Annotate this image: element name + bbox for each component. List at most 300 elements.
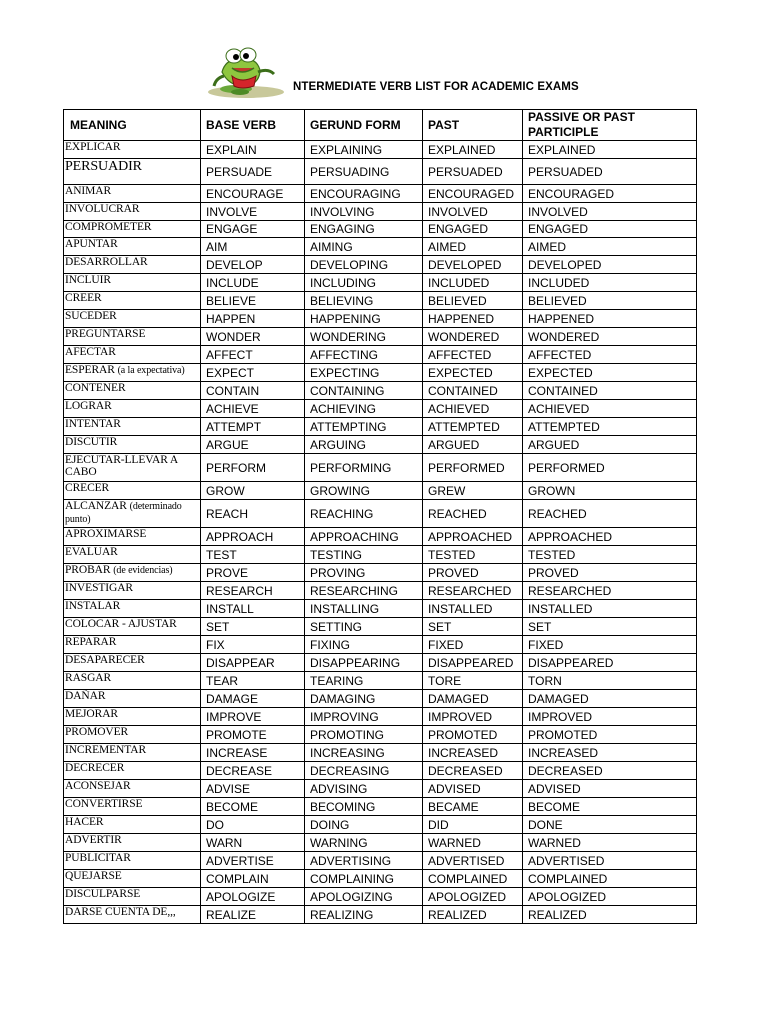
meaning-text: QUEJARSE bbox=[65, 870, 122, 882]
gerund-cell: ARGUING bbox=[305, 436, 423, 454]
past-cell: EXPLAINED bbox=[423, 141, 523, 159]
past-participle-cell: APOLOGIZED bbox=[523, 888, 697, 906]
base-verb-cell: CONTAIN bbox=[201, 382, 305, 400]
past-participle-cell: AIMED bbox=[523, 238, 697, 256]
column-header-meaning: MEANING bbox=[64, 110, 201, 141]
past-participle-cell: GROWN bbox=[523, 482, 697, 500]
table-row bbox=[64, 762, 697, 780]
base-verb-cell: HAPPEN bbox=[201, 310, 305, 328]
meaning-text: PREGUNTARSE bbox=[65, 328, 146, 340]
gerund-cell: INCLUDING bbox=[305, 274, 423, 292]
column-header-gerund-form: GERUND FORM bbox=[305, 110, 423, 141]
table-row bbox=[64, 600, 697, 618]
meaning-cell bbox=[64, 798, 201, 816]
base-verb-cell: DO bbox=[201, 816, 305, 834]
past-participle-cell: DISAPPEARED bbox=[523, 654, 697, 672]
meaning-text: DARSE CUENTA DE,,, bbox=[65, 906, 176, 918]
meaning-cell bbox=[64, 870, 201, 888]
past-cell: COMPLAINED bbox=[423, 870, 523, 888]
table-row bbox=[64, 870, 697, 888]
past-cell: REACHED bbox=[423, 500, 523, 528]
meaning-text: RASGAR bbox=[65, 672, 112, 684]
gerund-cell: REACHING bbox=[305, 500, 423, 528]
gerund-cell: APOLOGIZING bbox=[305, 888, 423, 906]
gerund-cell: INSTALLING bbox=[305, 600, 423, 618]
past-participle-cell: PERFORMED bbox=[523, 454, 697, 482]
base-verb-cell: PERSUADE bbox=[201, 159, 305, 185]
verb-table-body bbox=[64, 141, 697, 924]
past-cell: ATTEMPTED bbox=[423, 418, 523, 436]
gerund-cell: TEARING bbox=[305, 672, 423, 690]
base-verb-cell: ENCOURAGE bbox=[201, 185, 305, 203]
meaning-cell bbox=[64, 600, 201, 618]
meaning-text: DESARROLLAR bbox=[65, 256, 148, 268]
gerund-cell: ACHIEVING bbox=[305, 400, 423, 418]
gerund-cell: INCREASING bbox=[305, 744, 423, 762]
past-participle-cell: ENGAGED bbox=[523, 221, 697, 238]
base-verb-cell: REALIZE bbox=[201, 906, 305, 924]
meaning-cell bbox=[64, 906, 201, 924]
table-row bbox=[64, 744, 697, 762]
base-verb-cell: EXPLAIN bbox=[201, 141, 305, 159]
past-cell: INCLUDED bbox=[423, 274, 523, 292]
gerund-cell: ENGAGING bbox=[305, 221, 423, 238]
meaning-cell bbox=[64, 636, 201, 654]
meaning-text: INVOLUCRAR bbox=[65, 203, 140, 215]
gerund-cell: DEVELOPING bbox=[305, 256, 423, 274]
base-verb-cell: TEST bbox=[201, 546, 305, 564]
base-verb-cell: DEVELOP bbox=[201, 256, 305, 274]
base-verb-cell: FIX bbox=[201, 636, 305, 654]
past-participle-cell: HAPPENED bbox=[523, 310, 697, 328]
past-cell: PROVED bbox=[423, 564, 523, 582]
past-participle-cell: BELIEVED bbox=[523, 292, 697, 310]
meaning-cell bbox=[64, 292, 201, 310]
past-participle-cell: BECOME bbox=[523, 798, 697, 816]
past-cell: GREW bbox=[423, 482, 523, 500]
past-cell: IMPROVED bbox=[423, 708, 523, 726]
base-verb-cell: DISAPPEAR bbox=[201, 654, 305, 672]
base-verb-cell: APOLOGIZE bbox=[201, 888, 305, 906]
meaning-cell bbox=[64, 328, 201, 346]
meaning-text: INCREMENTAR bbox=[65, 744, 147, 756]
base-verb-cell: INCREASE bbox=[201, 744, 305, 762]
past-participle-cell: INCREASED bbox=[523, 744, 697, 762]
past-cell: WARNED bbox=[423, 834, 523, 852]
meaning-text: EXPLICAR bbox=[65, 141, 121, 153]
meaning-text: CREER bbox=[65, 292, 102, 304]
past-cell: PERSUADED bbox=[423, 159, 523, 185]
gerund-cell: ATTEMPTING bbox=[305, 418, 423, 436]
meaning-text: COMPROMETER bbox=[65, 221, 152, 233]
meaning-cell bbox=[64, 582, 201, 600]
table-row bbox=[64, 328, 697, 346]
table-row bbox=[64, 582, 697, 600]
meaning-text: DISCULPARSE bbox=[65, 888, 141, 900]
past-cell: AIMED bbox=[423, 238, 523, 256]
gerund-cell: HAPPENING bbox=[305, 310, 423, 328]
past-participle-cell: WONDERED bbox=[523, 328, 697, 346]
table-row bbox=[64, 888, 697, 906]
base-verb-cell: GROW bbox=[201, 482, 305, 500]
meaning-cell bbox=[64, 238, 201, 256]
meaning-note: (determinado punto) bbox=[65, 501, 182, 525]
meaning-cell bbox=[64, 436, 201, 454]
meaning-text: PERSUADIR bbox=[65, 159, 142, 174]
meaning-cell bbox=[64, 708, 201, 726]
past-cell: INSTALLED bbox=[423, 600, 523, 618]
meaning-cell bbox=[64, 482, 201, 500]
base-verb-cell: ACHIEVE bbox=[201, 400, 305, 418]
past-participle-cell: DEVELOPED bbox=[523, 256, 697, 274]
meaning-text: PROBAR bbox=[65, 564, 111, 576]
gerund-cell: INVOLVING bbox=[305, 203, 423, 221]
table-row bbox=[64, 834, 697, 852]
past-participle-cell: APPROACHED bbox=[523, 528, 697, 546]
meaning-text: ANIMAR bbox=[65, 185, 112, 197]
table-row bbox=[64, 906, 697, 924]
past-participle-cell: REALIZED bbox=[523, 906, 697, 924]
base-verb-cell: TEAR bbox=[201, 672, 305, 690]
table-row bbox=[64, 203, 697, 221]
gerund-cell: IMPROVING bbox=[305, 708, 423, 726]
meaning-text: AFECTAR bbox=[65, 346, 116, 358]
base-verb-cell: ATTEMPT bbox=[201, 418, 305, 436]
meaning-cell bbox=[64, 762, 201, 780]
meaning-cell bbox=[64, 744, 201, 762]
table-row bbox=[64, 238, 697, 256]
meaning-cell bbox=[64, 256, 201, 274]
base-verb-cell: AIM bbox=[201, 238, 305, 256]
table-row bbox=[64, 708, 697, 726]
past-participle-cell: DECREASED bbox=[523, 762, 697, 780]
past-participle-cell: EXPLAINED bbox=[523, 141, 697, 159]
past-cell: TORE bbox=[423, 672, 523, 690]
table-row bbox=[64, 346, 697, 364]
meaning-text: INTENTAR bbox=[65, 418, 121, 430]
table-row bbox=[64, 482, 697, 500]
past-participle-cell: IMPROVED bbox=[523, 708, 697, 726]
meaning-cell bbox=[64, 185, 201, 203]
base-verb-cell: ARGUE bbox=[201, 436, 305, 454]
meaning-text: APROXIMARSE bbox=[65, 528, 147, 540]
past-participle-cell: TESTED bbox=[523, 546, 697, 564]
past-participle-cell: COMPLAINED bbox=[523, 870, 697, 888]
meaning-text: ALCANZAR bbox=[65, 500, 127, 512]
meaning-text: PROMOVER bbox=[65, 726, 129, 738]
meaning-text: HACER bbox=[65, 816, 104, 828]
meaning-cell bbox=[64, 672, 201, 690]
meaning-text: DESAPARECER bbox=[65, 654, 145, 666]
base-verb-cell: BELIEVE bbox=[201, 292, 305, 310]
gerund-cell: PROMOTING bbox=[305, 726, 423, 744]
meaning-cell bbox=[64, 564, 201, 582]
column-header-base-verb: BASE VERB bbox=[201, 110, 305, 141]
meaning-cell bbox=[64, 159, 201, 185]
gerund-cell: PERSUADING bbox=[305, 159, 423, 185]
meaning-text: MEJORAR bbox=[65, 708, 118, 720]
document-header bbox=[204, 42, 724, 100]
meaning-cell bbox=[64, 382, 201, 400]
meaning-cell bbox=[64, 364, 201, 382]
meaning-text: EVALUAR bbox=[65, 546, 118, 558]
table-row bbox=[64, 256, 697, 274]
table-header-row bbox=[64, 110, 697, 141]
column-header-past: PAST bbox=[423, 110, 523, 141]
meaning-text: CONTENER bbox=[65, 382, 126, 394]
base-verb-cell: ADVERTISE bbox=[201, 852, 305, 870]
base-verb-cell: PROMOTE bbox=[201, 726, 305, 744]
past-participle-cell: RESEARCHED bbox=[523, 582, 697, 600]
table-row bbox=[64, 159, 697, 185]
past-cell: HAPPENED bbox=[423, 310, 523, 328]
meaning-cell bbox=[64, 888, 201, 906]
gerund-cell: APPROACHING bbox=[305, 528, 423, 546]
gerund-cell: EXPLAINING bbox=[305, 141, 423, 159]
past-participle-cell: CONTAINED bbox=[523, 382, 697, 400]
table-row bbox=[64, 798, 697, 816]
table-row bbox=[64, 546, 697, 564]
meaning-cell bbox=[64, 816, 201, 834]
gerund-cell: GROWING bbox=[305, 482, 423, 500]
past-participle-cell: SET bbox=[523, 618, 697, 636]
cartoon-frog-mascot-icon bbox=[204, 42, 292, 100]
gerund-cell: SETTING bbox=[305, 618, 423, 636]
meaning-cell bbox=[64, 834, 201, 852]
table-row bbox=[64, 310, 697, 328]
meaning-text: INSTALAR bbox=[65, 600, 121, 612]
meaning-text: REPARAR bbox=[65, 636, 117, 648]
meaning-cell bbox=[64, 274, 201, 292]
table-row bbox=[64, 528, 697, 546]
past-participle-cell: ARGUED bbox=[523, 436, 697, 454]
meaning-text: EJECUTAR-LLEVAR A CABO bbox=[65, 454, 178, 478]
table-row bbox=[64, 852, 697, 870]
meaning-cell bbox=[64, 454, 201, 482]
past-cell: PROMOTED bbox=[423, 726, 523, 744]
meaning-cell bbox=[64, 500, 201, 528]
table-row bbox=[64, 564, 697, 582]
gerund-cell: ADVISING bbox=[305, 780, 423, 798]
past-participle-cell: ACHIEVED bbox=[523, 400, 697, 418]
past-participle-cell: DONE bbox=[523, 816, 697, 834]
past-cell: SET bbox=[423, 618, 523, 636]
table-row bbox=[64, 436, 697, 454]
meaning-text: ESPERAR bbox=[65, 364, 115, 376]
base-verb-cell: INSTALL bbox=[201, 600, 305, 618]
meaning-text: CRECER bbox=[65, 482, 110, 494]
gerund-cell: DAMAGING bbox=[305, 690, 423, 708]
past-cell: DID bbox=[423, 816, 523, 834]
meaning-text: LOGRAR bbox=[65, 400, 112, 412]
table-row bbox=[64, 816, 697, 834]
column-header-past-participle: PASSIVE OR PAST PARTICIPLE bbox=[523, 110, 697, 141]
base-verb-cell: AFFECT bbox=[201, 346, 305, 364]
meaning-cell bbox=[64, 780, 201, 798]
past-cell: DAMAGED bbox=[423, 690, 523, 708]
meaning-text: APUNTAR bbox=[65, 238, 118, 250]
base-verb-cell: DECREASE bbox=[201, 762, 305, 780]
meaning-text: DISCUTIR bbox=[65, 436, 118, 448]
base-verb-cell: WONDER bbox=[201, 328, 305, 346]
past-cell: APOLOGIZED bbox=[423, 888, 523, 906]
verb-table bbox=[63, 109, 697, 924]
past-cell: FIXED bbox=[423, 636, 523, 654]
meaning-cell bbox=[64, 203, 201, 221]
past-cell: DECREASED bbox=[423, 762, 523, 780]
gerund-cell: AFFECTING bbox=[305, 346, 423, 364]
table-row bbox=[64, 618, 697, 636]
past-cell: ADVERTISED bbox=[423, 852, 523, 870]
past-participle-cell: ADVISED bbox=[523, 780, 697, 798]
table-row bbox=[64, 400, 697, 418]
table-row bbox=[64, 382, 697, 400]
meaning-cell bbox=[64, 618, 201, 636]
table-row bbox=[64, 364, 697, 382]
meaning-text: INCLUIR bbox=[65, 274, 111, 286]
page-title: NTERMEDIATE VERB LIST FOR ACADEMIC EXAMS bbox=[293, 81, 579, 93]
base-verb-cell: RESEARCH bbox=[201, 582, 305, 600]
gerund-cell: FIXING bbox=[305, 636, 423, 654]
meaning-text: INVESTIGAR bbox=[65, 582, 133, 594]
gerund-cell: CONTAINING bbox=[305, 382, 423, 400]
past-participle-cell: ATTEMPTED bbox=[523, 418, 697, 436]
past-participle-cell: PROVED bbox=[523, 564, 697, 582]
gerund-cell: RESEARCHING bbox=[305, 582, 423, 600]
gerund-cell: WONDERING bbox=[305, 328, 423, 346]
past-participle-cell: INCLUDED bbox=[523, 274, 697, 292]
table-row bbox=[64, 500, 697, 528]
past-participle-cell: TORN bbox=[523, 672, 697, 690]
meaning-note: (a la expectativa) bbox=[117, 365, 185, 376]
gerund-cell: WARNING bbox=[305, 834, 423, 852]
base-verb-cell: REACH bbox=[201, 500, 305, 528]
past-participle-cell: WARNED bbox=[523, 834, 697, 852]
table-row bbox=[64, 654, 697, 672]
base-verb-cell: BECOME bbox=[201, 798, 305, 816]
meaning-cell bbox=[64, 690, 201, 708]
meaning-text: SUCEDER bbox=[65, 310, 117, 322]
meaning-text: ACONSEJAR bbox=[65, 780, 131, 792]
meaning-cell bbox=[64, 418, 201, 436]
past-cell: CONTAINED bbox=[423, 382, 523, 400]
base-verb-cell: ENGAGE bbox=[201, 221, 305, 238]
past-participle-cell: ENCOURAGED bbox=[523, 185, 697, 203]
meaning-cell bbox=[64, 528, 201, 546]
past-participle-cell: INSTALLED bbox=[523, 600, 697, 618]
meaning-cell bbox=[64, 546, 201, 564]
past-cell: INCREASED bbox=[423, 744, 523, 762]
gerund-cell: REALIZING bbox=[305, 906, 423, 924]
meaning-text: DAÑAR bbox=[65, 690, 106, 702]
meaning-cell bbox=[64, 141, 201, 159]
table-row bbox=[64, 726, 697, 744]
gerund-cell: PERFORMING bbox=[305, 454, 423, 482]
table-row bbox=[64, 636, 697, 654]
past-participle-cell: INVOLVED bbox=[523, 203, 697, 221]
table-row bbox=[64, 690, 697, 708]
base-verb-cell: WARN bbox=[201, 834, 305, 852]
table-row bbox=[64, 274, 697, 292]
past-cell: BELIEVED bbox=[423, 292, 523, 310]
gerund-cell: BECOMING bbox=[305, 798, 423, 816]
table-row bbox=[64, 780, 697, 798]
past-cell: BECAME bbox=[423, 798, 523, 816]
base-verb-cell: INVOLVE bbox=[201, 203, 305, 221]
base-verb-cell: COMPLAIN bbox=[201, 870, 305, 888]
base-verb-cell: ADVISE bbox=[201, 780, 305, 798]
past-participle-cell: AFFECTED bbox=[523, 346, 697, 364]
past-cell: INVOLVED bbox=[423, 203, 523, 221]
past-cell: ENGAGED bbox=[423, 221, 523, 238]
base-verb-cell: PROVE bbox=[201, 564, 305, 582]
past-cell: WONDERED bbox=[423, 328, 523, 346]
table-row bbox=[64, 672, 697, 690]
gerund-cell: ENCOURAGING bbox=[305, 185, 423, 203]
past-cell: TESTED bbox=[423, 546, 523, 564]
meaning-cell bbox=[64, 310, 201, 328]
past-cell: AFFECTED bbox=[423, 346, 523, 364]
base-verb-cell: IMPROVE bbox=[201, 708, 305, 726]
gerund-cell: AIMING bbox=[305, 238, 423, 256]
meaning-text: CONVERTIRSE bbox=[65, 798, 143, 810]
past-cell: ARGUED bbox=[423, 436, 523, 454]
gerund-cell: ADVERTISING bbox=[305, 852, 423, 870]
past-cell: ENCOURAGED bbox=[423, 185, 523, 203]
meaning-text: COLOCAR - AJUSTAR bbox=[65, 618, 177, 630]
meaning-cell bbox=[64, 221, 201, 238]
past-participle-cell: REACHED bbox=[523, 500, 697, 528]
base-verb-cell: DAMAGE bbox=[201, 690, 305, 708]
gerund-cell: DOING bbox=[305, 816, 423, 834]
gerund-cell: TESTING bbox=[305, 546, 423, 564]
table-row bbox=[64, 454, 697, 482]
meaning-cell bbox=[64, 346, 201, 364]
past-participle-cell: FIXED bbox=[523, 636, 697, 654]
gerund-cell: DISAPPEARING bbox=[305, 654, 423, 672]
table-row bbox=[64, 141, 697, 159]
past-cell: RESEARCHED bbox=[423, 582, 523, 600]
meaning-cell bbox=[64, 654, 201, 672]
base-verb-cell: INCLUDE bbox=[201, 274, 305, 292]
meaning-cell bbox=[64, 852, 201, 870]
past-cell: PERFORMED bbox=[423, 454, 523, 482]
gerund-cell: EXPECTING bbox=[305, 364, 423, 382]
meaning-cell bbox=[64, 400, 201, 418]
gerund-cell: DECREASING bbox=[305, 762, 423, 780]
base-verb-cell: SET bbox=[201, 618, 305, 636]
past-participle-cell: EXPECTED bbox=[523, 364, 697, 382]
table-row bbox=[64, 221, 697, 238]
meaning-text: ADVERTIR bbox=[65, 834, 122, 846]
gerund-cell: PROVING bbox=[305, 564, 423, 582]
meaning-note: (de evidencias) bbox=[113, 565, 173, 576]
past-cell: APPROACHED bbox=[423, 528, 523, 546]
base-verb-cell: APPROACH bbox=[201, 528, 305, 546]
meaning-text: DECRECER bbox=[65, 762, 125, 774]
meaning-cell bbox=[64, 726, 201, 744]
table-row bbox=[64, 292, 697, 310]
base-verb-cell: EXPECT bbox=[201, 364, 305, 382]
table-row bbox=[64, 185, 697, 203]
past-participle-cell: PROMOTED bbox=[523, 726, 697, 744]
past-cell: REALIZED bbox=[423, 906, 523, 924]
past-cell: ACHIEVED bbox=[423, 400, 523, 418]
past-cell: ADVISED bbox=[423, 780, 523, 798]
meaning-text: PUBLICITAR bbox=[65, 852, 131, 864]
past-cell: DEVELOPED bbox=[423, 256, 523, 274]
past-participle-cell: PERSUADED bbox=[523, 159, 697, 185]
